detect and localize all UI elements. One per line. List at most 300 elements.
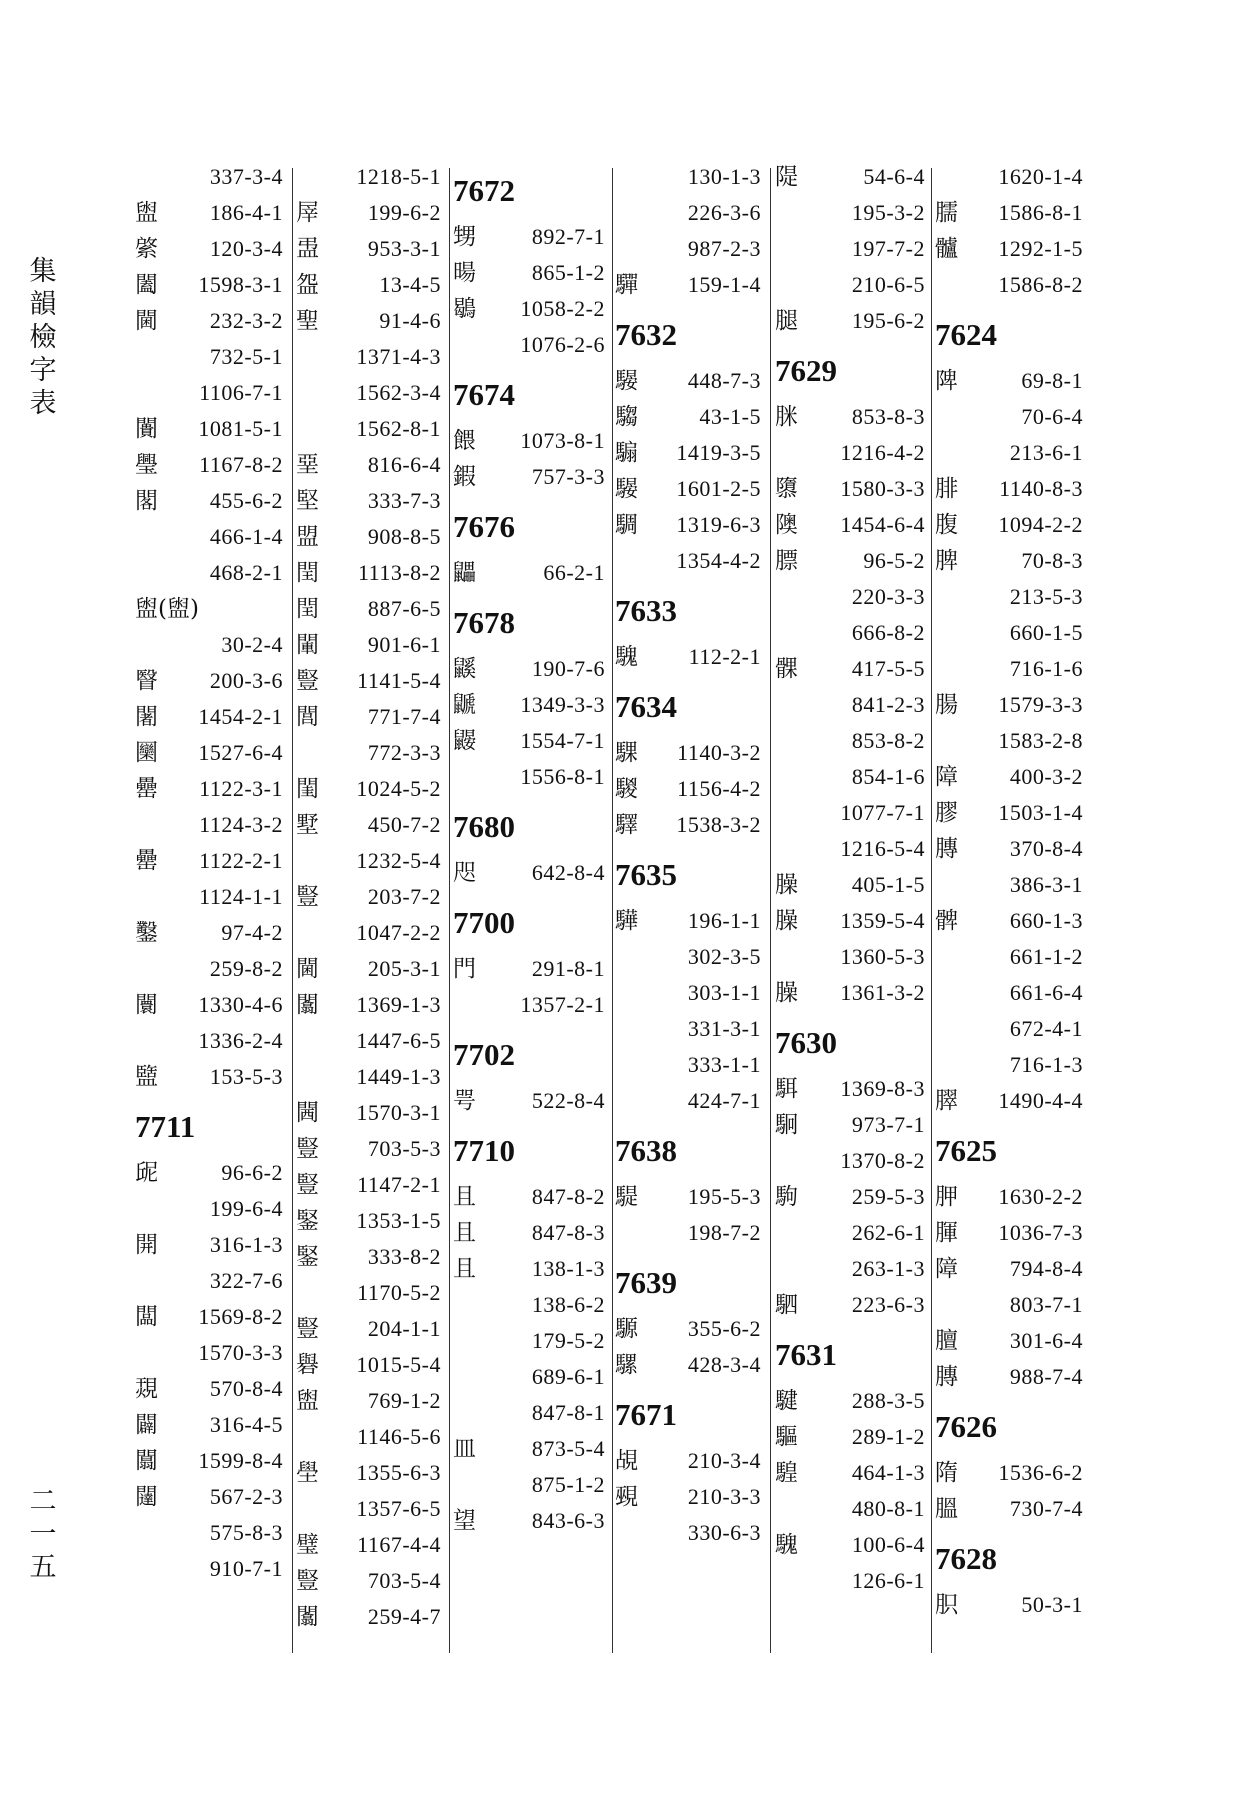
section-heading: 7674 — [453, 377, 515, 412]
entry-row — [775, 543, 925, 579]
entry-row — [615, 1047, 761, 1083]
entry-row — [935, 507, 1083, 543]
entry-char: 咢 — [453, 1088, 476, 1114]
column-divider — [931, 168, 932, 1653]
entry-char: 鼷 — [453, 656, 476, 682]
entry-char: 盟 — [296, 524, 319, 550]
entry-char: 胑 — [935, 1592, 958, 1618]
entry-ref: 1122-3-1 — [199, 776, 283, 801]
section-heading: 7628 — [935, 1541, 997, 1576]
entry-ref: 1359-5-4 — [840, 908, 925, 933]
entry-row — [296, 1599, 441, 1635]
entry-char: 豎 — [296, 1316, 319, 1342]
entry-row — [453, 459, 605, 495]
title-char: 字 — [29, 355, 57, 386]
section-heading: 7625 — [935, 1133, 997, 1168]
index-column-6 — [935, 159, 1083, 1664]
entry-row — [135, 1407, 283, 1443]
entry-ref: 1562-3-4 — [356, 380, 441, 405]
entry-ref: 1336-2-4 — [198, 1028, 283, 1053]
entry-row — [135, 375, 283, 411]
entry-ref: 716-1-3 — [1009, 1052, 1083, 1077]
entry-row — [453, 255, 605, 291]
entry-ref: 96-6-2 — [221, 1160, 283, 1185]
entry-char: 闢 — [135, 1412, 158, 1438]
entry-ref: 1586-8-1 — [998, 200, 1083, 225]
entry-row — [935, 1455, 1083, 1491]
entry-ref: 567-2-3 — [209, 1484, 283, 1509]
entry-ref: 100-6-4 — [851, 1532, 925, 1557]
entry-ref: 259-4-7 — [367, 1604, 441, 1629]
entry-ref: 1449-1-3 — [356, 1064, 441, 1089]
entry-row — [615, 507, 761, 543]
entry-ref: 355-6-2 — [687, 1316, 761, 1341]
entry-ref: 908-8-5 — [367, 524, 441, 549]
entry-ref: 988-7-4 — [1009, 1364, 1083, 1389]
entry-ref: 1353-1-5 — [356, 1208, 441, 1233]
section-heading: 7626 — [935, 1409, 997, 1444]
entry-row — [296, 1347, 441, 1383]
entry-char: 膘 — [775, 548, 798, 574]
entry-ref: 1536-6-2 — [998, 1460, 1083, 1485]
entry-char: 臊 — [775, 908, 798, 934]
entry-row — [453, 687, 605, 723]
entry-char: 盥 — [296, 1388, 319, 1414]
entry-ref: 1167-4-4 — [357, 1532, 441, 1557]
entry-ref: 1073-8-1 — [520, 428, 605, 453]
entry-char: 臊 — [775, 980, 798, 1006]
entry-row — [135, 771, 283, 807]
entry-ref: 195-3-2 — [851, 200, 925, 225]
entry-ref: 1601-2-5 — [676, 476, 761, 501]
entry-ref: 30-2-4 — [221, 632, 283, 657]
title-char: 集 — [29, 256, 57, 287]
entry-ref: 1357-6-5 — [356, 1496, 441, 1521]
entry-row — [296, 1563, 441, 1599]
entry-ref: 190-7-6 — [531, 656, 605, 681]
entry-label: 盥(盥) — [135, 596, 199, 622]
entry-char: 駉 — [775, 1112, 798, 1138]
entry-row — [615, 471, 761, 507]
entry-row — [135, 411, 283, 447]
entry-ref: 199-6-2 — [367, 200, 441, 225]
entry-row — [615, 639, 761, 675]
entry-row — [775, 435, 925, 471]
entry-row — [296, 375, 441, 411]
entry-char: 覡 — [615, 1484, 638, 1510]
section-heading: 7638 — [615, 1133, 677, 1168]
column-divider — [292, 168, 293, 1653]
entry-char: 暘 — [453, 260, 476, 286]
entry-ref: 660-1-5 — [1009, 620, 1083, 645]
entry-row — [296, 951, 441, 987]
title-char: 韻 — [29, 289, 57, 320]
entry-row — [935, 867, 1083, 903]
entry-row — [453, 1359, 605, 1395]
entry-char: 膻 — [935, 1328, 958, 1354]
entry-row — [135, 699, 283, 735]
entry-char: 隩 — [775, 512, 798, 538]
entry-row — [775, 267, 925, 303]
entry-char: 駟 — [775, 1292, 798, 1318]
entry-char: 闠 — [135, 416, 158, 442]
entry-char: 膠 — [935, 800, 958, 826]
entry-ref: 330-6-3 — [687, 1520, 761, 1545]
entry-row — [935, 903, 1083, 939]
entry-ref: 112-2-1 — [688, 644, 761, 669]
entry-row — [935, 267, 1083, 303]
entry-row — [935, 435, 1083, 471]
entry-row — [615, 1215, 761, 1251]
entry-row — [135, 1059, 283, 1095]
entry-char: 闟 — [296, 1604, 319, 1630]
entry-row — [775, 231, 925, 267]
entry-row — [296, 231, 441, 267]
entry-row — [296, 195, 441, 231]
entry-ref: 195-6-2 — [851, 308, 925, 333]
entry-row — [296, 987, 441, 1023]
entry-ref: 1036-7-3 — [998, 1220, 1083, 1245]
entry-ref: 703-5-4 — [367, 1568, 441, 1593]
entry-row — [775, 1071, 925, 1107]
entry-ref: 322-7-6 — [209, 1268, 283, 1293]
entry-ref: 1371-4-3 — [356, 344, 441, 369]
section-heading: 7633 — [615, 593, 677, 628]
entry-row — [615, 363, 761, 399]
entry-ref: 1503-1-4 — [998, 800, 1083, 825]
entry-row — [453, 1323, 605, 1359]
entry-ref: 1232-5-4 — [356, 848, 441, 873]
entry-char: 閭 — [296, 704, 319, 730]
entry-row — [615, 435, 761, 471]
entry-char: 鋻 — [296, 1244, 319, 1270]
entry-char: 閫 — [296, 956, 319, 982]
entry-char: 豎 — [296, 884, 319, 910]
entry-ref: 316-1-3 — [209, 1232, 283, 1257]
entry-ref: 197-7-2 — [851, 236, 925, 261]
entry-row — [775, 1179, 925, 1215]
entry-ref: 179-5-2 — [531, 1328, 605, 1353]
entry-row — [775, 723, 925, 759]
section-heading: 7631 — [775, 1337, 837, 1372]
entry-ref: 1598-3-1 — [198, 272, 283, 297]
entry-row — [453, 327, 605, 363]
entry-row — [135, 951, 283, 987]
entry-char: 且 — [453, 1256, 476, 1282]
entry-char: 腿 — [775, 308, 798, 334]
entry-row — [935, 723, 1083, 759]
entry-row — [775, 1143, 925, 1179]
entry-ref: 210-3-3 — [687, 1484, 761, 1509]
section-heading: 7629 — [775, 353, 837, 388]
section-heading: 7702 — [453, 1037, 515, 1072]
entry-char: 髗 — [935, 236, 958, 262]
entry-ref: 1354-4-2 — [676, 548, 761, 573]
entry-char: 隄 — [775, 164, 798, 190]
entry-ref: 1047-2-2 — [356, 920, 441, 945]
entry-row — [135, 231, 283, 267]
entry-char: 閳 — [296, 632, 319, 658]
entry-ref: 455-6-2 — [209, 488, 283, 513]
entry-row — [135, 555, 283, 591]
entry-char: 餵 — [453, 428, 476, 454]
entry-ref: 159-1-4 — [687, 272, 761, 297]
entry-ref: 873-5-4 — [531, 1436, 605, 1461]
entry-char: 驊 — [615, 908, 638, 934]
entry-row — [935, 831, 1083, 867]
section-heading: 7676 — [453, 509, 515, 544]
entry-row — [775, 1455, 925, 1491]
entry-ref: 43-1-5 — [699, 404, 761, 429]
entry-row — [296, 735, 441, 771]
entry-ref: 333-8-2 — [367, 1244, 441, 1269]
entry-ref: 337-3-4 — [209, 164, 283, 189]
entry-char: 障 — [935, 1256, 958, 1282]
entry-ref: 853-8-3 — [851, 404, 925, 429]
entry-row — [135, 843, 283, 879]
entry-row — [453, 855, 605, 891]
column-divider — [612, 168, 613, 1653]
entry-row — [453, 291, 605, 327]
entry-row — [135, 483, 283, 519]
entry-ref: 771-7-4 — [367, 704, 441, 729]
entry-row — [135, 519, 283, 555]
entry-ref: 259-8-2 — [209, 956, 283, 981]
entry-row — [615, 975, 761, 1011]
entry-ref: 303-1-1 — [687, 980, 761, 1005]
entry-ref: 660-1-3 — [1009, 908, 1083, 933]
entry-char: 甥 — [453, 224, 476, 250]
entry-ref: 1490-4-4 — [998, 1088, 1083, 1113]
entry-row — [296, 807, 441, 843]
entry-ref: 1216-5-4 — [840, 836, 925, 861]
entry-char: 鑿 — [135, 920, 158, 946]
entry-ref: 732-5-1 — [209, 344, 283, 369]
entry-ref: 263-1-3 — [851, 1256, 925, 1281]
entry-char: 堅 — [296, 488, 319, 514]
entry-row — [296, 1095, 441, 1131]
entry-ref: 1167-8-2 — [199, 452, 283, 477]
entry-row — [935, 363, 1083, 399]
entry-row — [453, 1251, 605, 1287]
entry-row — [135, 1299, 283, 1335]
entry-char: 覘 — [615, 1448, 638, 1474]
entry-row — [935, 1251, 1083, 1287]
column-divider — [449, 168, 450, 1653]
entry-char: 騩 — [775, 1532, 798, 1558]
entry-char: 脒 — [775, 404, 798, 430]
entry-ref: 417-5-5 — [851, 656, 925, 681]
entry-row — [453, 1215, 605, 1251]
section-heading: 7680 — [453, 809, 515, 844]
entry-row — [296, 843, 441, 879]
entry-row — [296, 519, 441, 555]
entry-ref: 210-6-5 — [851, 272, 925, 297]
entry-char: 璺 — [135, 452, 158, 478]
entry-ref: 210-3-4 — [687, 1448, 761, 1473]
entry-row — [135, 879, 283, 915]
entry-ref: 1156-4-2 — [677, 776, 761, 801]
entry-char: 腸 — [935, 692, 958, 718]
entry-row — [135, 1371, 283, 1407]
entry-row — [615, 1083, 761, 1119]
entry-ref: 1106-7-1 — [199, 380, 283, 405]
entry-row — [775, 1419, 925, 1455]
section-heading: 7700 — [453, 905, 515, 940]
entry-row — [296, 627, 441, 663]
entry-char: 臎 — [935, 1088, 958, 1114]
entry-row — [935, 543, 1083, 579]
entry-row — [615, 159, 761, 195]
entry-row — [296, 1131, 441, 1167]
entry-row — [935, 1215, 1083, 1251]
entry-row — [775, 1107, 925, 1143]
entry-row — [615, 1515, 761, 1551]
entry-row — [775, 867, 925, 903]
entry-row — [935, 1011, 1083, 1047]
entry-ref: 54-6-4 — [863, 164, 925, 189]
entry-ref: 370-8-4 — [1009, 836, 1083, 861]
entry-ref: 865-1-2 — [531, 260, 605, 285]
entry-row — [296, 1455, 441, 1491]
entry-ref: 1570-3-1 — [356, 1100, 441, 1125]
entry-ref: 953-3-1 — [367, 236, 441, 261]
entry-char: 闔 — [135, 272, 158, 298]
entry-ref: 1140-3-2 — [677, 740, 761, 765]
entry-ref: 333-7-3 — [367, 488, 441, 513]
entry-row — [296, 267, 441, 303]
entry-char: 開 — [135, 1232, 158, 1258]
entry-row — [615, 807, 761, 843]
entry-char: 闆 — [135, 1304, 158, 1330]
entry-row — [775, 507, 925, 543]
entry-ref: 689-6-1 — [531, 1364, 605, 1389]
entry-row — [453, 423, 605, 459]
entry-row — [296, 1059, 441, 1095]
entry-row — [135, 627, 283, 663]
entry-row — [935, 399, 1083, 435]
entry-ref: 1141-5-4 — [357, 668, 441, 693]
entry-ref: 199-6-4 — [209, 1196, 283, 1221]
entry-row — [296, 303, 441, 339]
entry-ref: 1140-8-3 — [999, 476, 1083, 501]
entry-char: 膞 — [935, 836, 958, 862]
entry-ref: 769-1-2 — [367, 1388, 441, 1413]
entry-ref: 987-2-3 — [687, 236, 761, 261]
entry-char: 障 — [935, 764, 958, 790]
entry-ref: 794-8-4 — [1009, 1256, 1083, 1281]
entry-ref: 803-7-1 — [1009, 1292, 1083, 1317]
section-heading: 7624 — [935, 317, 997, 352]
page-char: 二 — [29, 1486, 57, 1517]
entry-ref: 448-7-3 — [687, 368, 761, 393]
entry-row — [135, 1335, 283, 1371]
entry-row — [135, 1191, 283, 1227]
entry-ref: 570-8-4 — [209, 1376, 283, 1401]
entry-row — [296, 1275, 441, 1311]
entry-ref: 730-7-4 — [1009, 1496, 1083, 1521]
section-heading: 7671 — [615, 1397, 677, 1432]
entry-ref: 450-7-2 — [367, 812, 441, 837]
entry-char: 聖 — [296, 308, 319, 334]
entry-char: 璧 — [296, 1532, 319, 1558]
entry-ref: 1579-3-3 — [998, 692, 1083, 717]
entry-ref: 661-1-2 — [1009, 944, 1083, 969]
entry-char: 望 — [453, 1508, 476, 1534]
entry-ref: 186-4-1 — [209, 200, 283, 225]
entry-row — [935, 939, 1083, 975]
entry-row — [296, 663, 441, 699]
entry-ref: 1454-2-1 — [198, 704, 283, 729]
entry-row — [615, 399, 761, 435]
entry-char: 胛 — [935, 1184, 958, 1210]
entry-char: 覝 — [135, 1376, 158, 1402]
entry-row — [296, 1419, 441, 1455]
entry-ref: 1454-6-4 — [840, 512, 925, 537]
entry-row — [775, 831, 925, 867]
entry-char: 圞 — [135, 740, 158, 766]
entry-ref: 642-8-4 — [531, 860, 605, 885]
entry-char: 騆 — [615, 512, 638, 538]
entry-ref: 288-3-5 — [851, 1388, 925, 1413]
entry-ref: 291-8-1 — [531, 956, 605, 981]
entry-row — [453, 759, 605, 795]
entry-row — [935, 579, 1083, 615]
entry-row — [775, 579, 925, 615]
entry-char: 騣 — [615, 776, 638, 802]
entry-row — [453, 987, 605, 1023]
entry-ref: 301-6-4 — [1009, 1328, 1083, 1353]
entry-row — [775, 651, 925, 687]
entry-row — [935, 159, 1083, 195]
entry-ref: 1024-5-2 — [356, 776, 441, 801]
entry-char: 騜 — [775, 1460, 798, 1486]
entry-ref: 1369-1-3 — [356, 992, 441, 1017]
entry-ref: 232-3-2 — [209, 308, 283, 333]
entry-ref: 1570-3-3 — [198, 1340, 283, 1365]
entry-row — [615, 1011, 761, 1047]
entry-char: 且 — [453, 1184, 476, 1210]
entry-char: 隋 — [935, 1460, 958, 1486]
entry-ref: 1077-7-1 — [840, 800, 925, 825]
entry-ref: 13-4-5 — [379, 272, 441, 297]
entry-row — [296, 339, 441, 375]
entry-row — [775, 1251, 925, 1287]
entry-row — [135, 1155, 283, 1191]
entry-ref: 120-3-4 — [209, 236, 283, 261]
entry-char: 罍 — [135, 848, 158, 874]
entry-ref: 853-8-2 — [851, 728, 925, 753]
index-column-5 — [775, 159, 925, 1664]
entry-ref: 1349-3-3 — [520, 692, 605, 717]
entry-ref: 220-3-3 — [851, 584, 925, 609]
entry-char: 礜 — [296, 1352, 319, 1378]
entry-char: 騝 — [775, 1388, 798, 1414]
entry-char: 閏 — [296, 596, 319, 622]
entry-ref: 1620-1-4 — [998, 164, 1083, 189]
entry-char: 闒 — [135, 1448, 158, 1474]
entry-ref: 97-4-2 — [221, 920, 283, 945]
entry-row — [453, 1179, 605, 1215]
entry-row — [615, 1347, 761, 1383]
entry-row — [935, 1047, 1083, 1083]
entry-char: 騸 — [615, 440, 638, 466]
entry-ref: 1147-2-1 — [357, 1172, 441, 1197]
entry-char: 騾 — [615, 1352, 638, 1378]
entry-ref: 259-5-3 — [851, 1184, 925, 1209]
entry-ref: 901-6-1 — [367, 632, 441, 657]
entry-char: 膞 — [935, 1364, 958, 1390]
